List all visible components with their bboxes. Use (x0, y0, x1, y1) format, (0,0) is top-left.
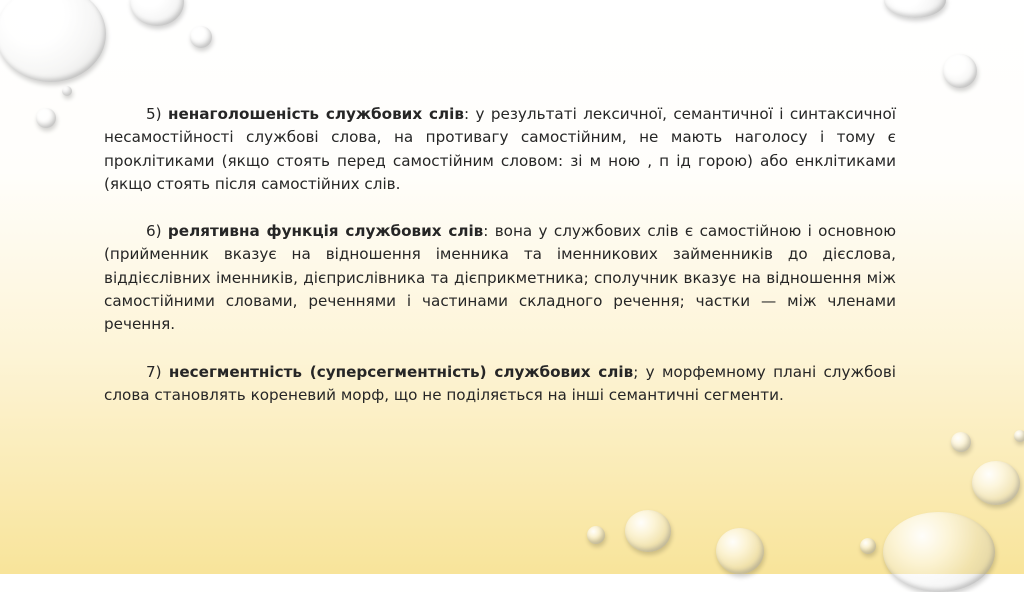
slide-body (104, 103, 896, 407)
paragraph-text: ; у морфемному плані службові слова становлять кореневий морф, що не поділяється на інші семантичні сегменти. (104, 362, 897, 404)
water-drop-decoration (716, 528, 764, 574)
water-drop-decoration (0, 0, 106, 82)
water-drop-decoration (587, 526, 605, 544)
paragraph-7 (104, 361, 896, 408)
paragraph-6 (104, 220, 896, 336)
water-drop-decoration (190, 26, 212, 48)
water-drop-decoration (1014, 430, 1024, 442)
paragraph-term: несегментність (суперсегментність) службових слів (168, 362, 634, 381)
water-drop-decoration (943, 54, 977, 88)
paragraph-number: 5) (146, 105, 162, 123)
paragraph-text: : у результаті лексичної, семантичної і синтаксичної несамостійності службові слова, на противагу самостійним, не мають наголосу і тому є проклітиками (якщо стоять перед самостійним словом: зі м ною , п ід горою) або енклітиками (якщо стоять після самостійних слів. (104, 105, 896, 193)
water-drop-decoration (625, 510, 671, 552)
water-drop-decoration (884, 0, 946, 18)
water-drop-decoration (951, 432, 971, 452)
paragraph-term: ненаголошеність службових слів (168, 105, 464, 123)
water-drop-decoration (883, 512, 995, 592)
paragraph-term: релятивна функція службових слів (167, 222, 484, 241)
paragraph-number: 6) (146, 222, 162, 241)
paragraph-5 (104, 103, 896, 196)
water-drop-decoration (860, 538, 876, 554)
paragraph-text: : вона у службових слів є самостійною і основною (прийменник вказує на відношення іменника та іменникових займенників до дієслова, віддієслівних іменників, дієприслівника та дієприкметника; сполучник вказує на відношення між самостійними словами, реченнями і частинами складного речення; частки — між членами речення. (104, 222, 896, 334)
paragraph-number: 7) (146, 362, 162, 381)
water-drop-decoration (36, 108, 56, 128)
water-drop-decoration (130, 0, 184, 26)
water-drop-decoration (972, 461, 1020, 505)
water-drop-decoration (62, 86, 72, 96)
